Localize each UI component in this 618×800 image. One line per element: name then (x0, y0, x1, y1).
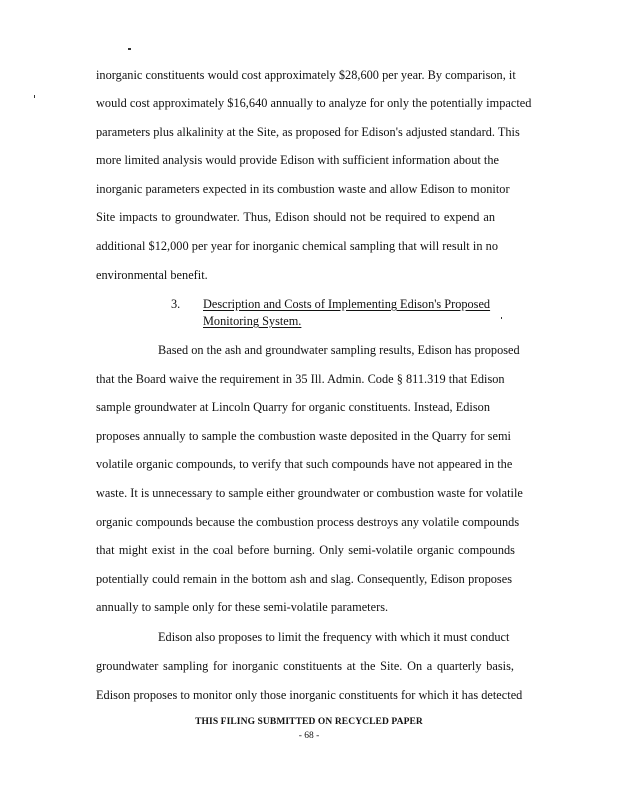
paragraph-2-line: that might exist in the coal before burning. Only semi-volatile organic compounds (96, 543, 515, 557)
paragraph-2-line: volatile organic compounds, to verify that such compounds have not appeared in the (96, 457, 513, 471)
paragraph-3-line: groundwater sampling for inorganic constituents at the Site. On a quarterly basis, (96, 659, 514, 673)
section-number: 3. (171, 297, 181, 311)
paragraph-2-line: organic compounds because the combustion process destroys any volatile compounds (96, 515, 520, 529)
paragraph-1-line: more limited analysis would provide Edison with sufficient information about the (96, 153, 500, 167)
section-heading-line: Description and Costs of Implementing Edison's Proposed (203, 297, 491, 311)
paragraph-2-line: Based on the ash and groundwater sampling results, Edison has proposed (158, 343, 520, 357)
paragraph-1-line: parameters plus alkalinity at the Site, as proposed for Edison's adjusted standard. This (96, 125, 520, 139)
paragraph-1-line: Site impacts to groundwater. Thus, Edison should not be required to expend an (96, 210, 495, 224)
paragraph-2-line: proposes annually to sample the combustion waste deposited in the Quarry for semi (96, 429, 511, 443)
paragraph-2-line: potentially could remain in the bottom ash and slag. Consequently, Edison proposes (96, 572, 512, 586)
paragraph-2-line: sample groundwater at Lincoln Quarry for organic constituents. Instead, Edison (96, 400, 490, 414)
section-heading-line: Monitoring System. (203, 314, 302, 328)
paragraph-1-line: would cost approximately $16,640 annually to analyze for only the potentially impacted (96, 96, 532, 110)
paragraph-2-line: waste. It is unnecessary to sample either groundwater or combustion waste for volatile (96, 486, 523, 500)
paragraph-2-line: annually to sample only for these semi-volatile parameters. (96, 600, 389, 614)
scan-speck (501, 317, 502, 319)
paragraph-1-line: inorganic parameters expected in its combustion waste and allow Edison to monitor (96, 182, 510, 196)
paragraph-1-line: environmental benefit. (96, 268, 208, 282)
paragraph-3-line: Edison proposes to monitor only those inorganic constituents for which it has detected (96, 688, 523, 702)
scan-speck (128, 48, 131, 50)
page-number: - 68 - (298, 731, 320, 741)
paragraph-1-line: inorganic constituents would cost approximately $28,600 per year. By comparison, it (96, 68, 516, 82)
scan-speck (34, 95, 35, 98)
footer-notice: THIS FILING SUBMITTED ON RECYCLED PAPER (195, 717, 423, 727)
paragraph-3-line: Edison also proposes to limit the frequency with which it must conduct (158, 630, 510, 644)
paragraph-2-line: that the Board waive the requirement in 35 Ill. Admin. Code § 811.319 that Edison (96, 372, 505, 386)
paragraph-1-line: additional $12,000 per year for inorganic chemical sampling that will result in no (96, 239, 498, 253)
